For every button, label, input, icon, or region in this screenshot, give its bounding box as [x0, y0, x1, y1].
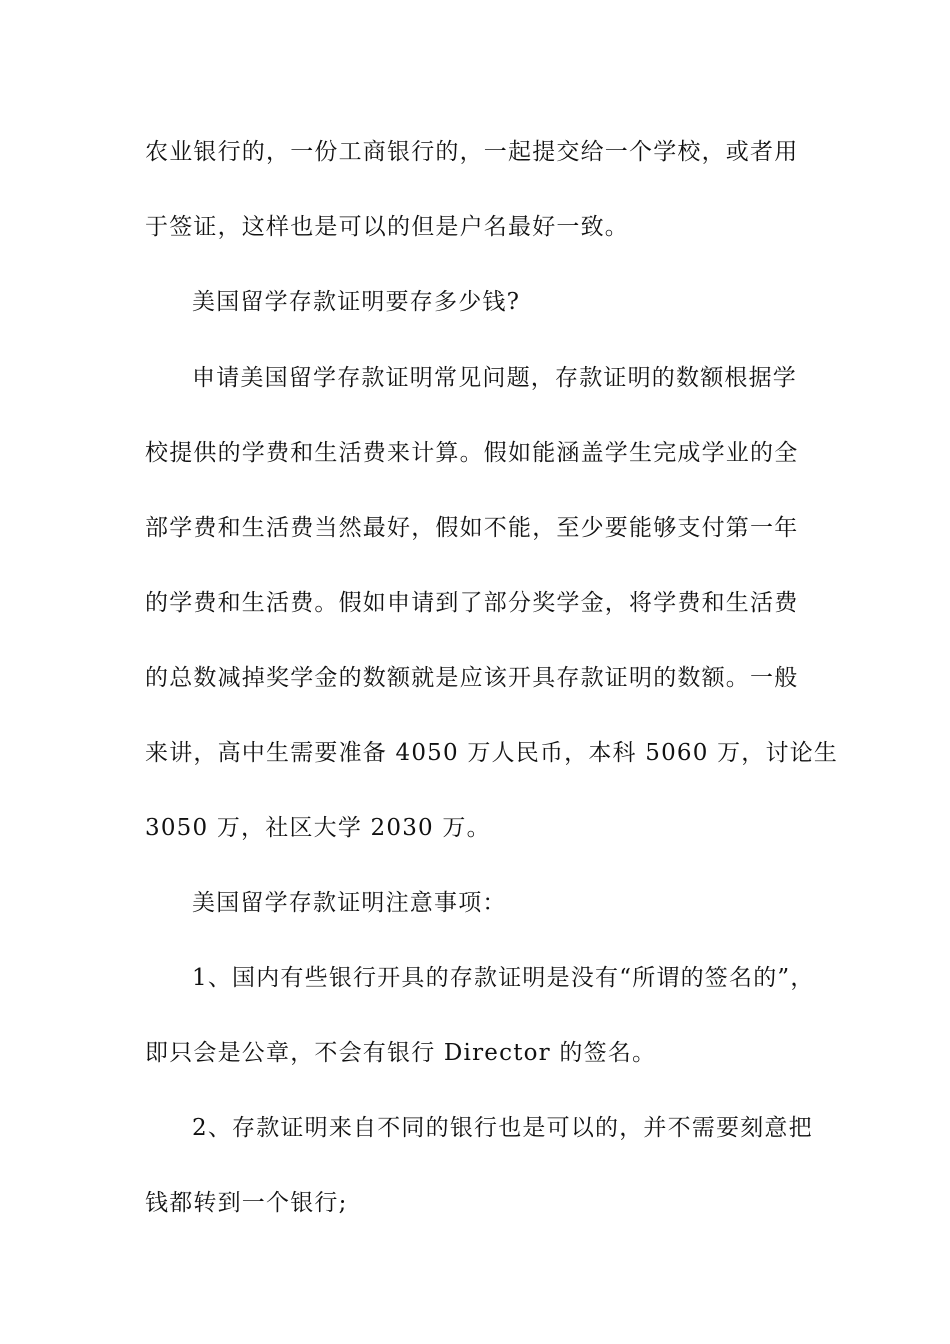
- section-heading: 美国留学存款证明要存多少钱?: [192, 289, 521, 315]
- list-item-line: 即只会是公章，不会有银行 Director 的签名。: [145, 1040, 657, 1066]
- paragraph-line: 农业银行的，一份工商银行的，一起提交给一个学校，或者用: [145, 139, 799, 165]
- list-item-line: 钱都转到一个银行;: [145, 1190, 348, 1216]
- list-item-line: 1、国内有些银行开具的存款证明是没有“所谓的签名的”，: [192, 965, 815, 991]
- paragraph-line: 申请美国留学存款证明常见问题，存款证明的数额根据学: [192, 365, 797, 391]
- paragraph-line: 部学费和生活费当然最好，假如不能，至少要能够支付第一年: [145, 515, 799, 541]
- paragraph-line: 于签证，这样也是可以的但是户名最好一致。: [145, 214, 629, 240]
- paragraph-line: 来讲，高中生需要准备 4050 万人民币，本科 5060 万，讨论生: [145, 740, 839, 766]
- paragraph-line: 的学费和生活费。假如申请到了部分奖学金，将学费和生活费: [145, 590, 799, 616]
- section-heading: 美国留学存款证明注意事项：: [192, 890, 507, 916]
- paragraph-line: 3050 万，社区大学 2030 万。: [145, 815, 491, 841]
- paragraph-line: 校提供的学费和生活费来计算。假如能涵盖学生完成学业的全: [145, 440, 799, 466]
- paragraph-line: 的总数减掉奖学金的数额就是应该开具存款证明的数额。一般: [145, 665, 799, 691]
- list-item-line: 2、存款证明来自不同的银行也是可以的，并不需要刻意把: [192, 1115, 813, 1141]
